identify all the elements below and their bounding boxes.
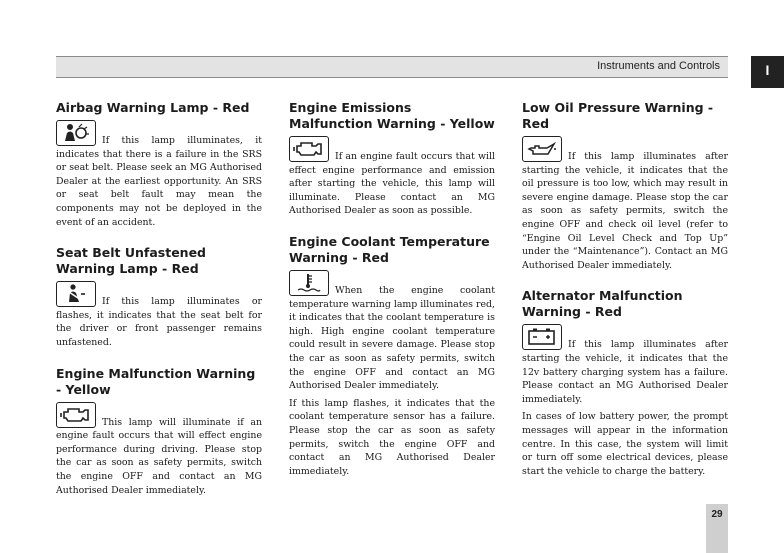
section-body-2: If this lamp flashes, it indicates that the coolant temperature sensor has a failure. Please stop the car as soon as safety permits, switch the engine OFF and contact an MG Authorised Dealer immediately. [289, 397, 495, 477]
column-1 [56, 100, 262, 513]
coolant-temperature-icon [289, 270, 329, 296]
section-seat-belt-warning [56, 245, 262, 349]
section-engine-malfunction [56, 366, 262, 498]
airbag-person-icon [56, 120, 96, 146]
section-title: Engine Coolant Temperature Warning - Red [289, 233, 490, 265]
section-title: Low Oil Pressure Warning - Red [522, 100, 714, 131]
chapter-tab-number: I [765, 62, 770, 78]
section-body-2: In cases of low battery power, the prompt messages will appear in the information centre. In this case, the system will limit or turn off some electrical devices, please start the vehicle to charge the battery. [522, 411, 728, 477]
engine-emissions-icon [289, 136, 329, 162]
section-alternator-malfunction [522, 288, 728, 478]
section-body: If this lamp illuminates or flashes, it indicates that the seat belt for the driver or front passenger remains unfastened. [56, 296, 262, 348]
page-header-bar [56, 56, 728, 78]
section-title: Seat Belt Unfastened Warning Lamp - Red [56, 245, 206, 277]
section-body: If an engine fault occurs that will effect engine performance and emission after starting the vehicle, this lamp will illuminate. Please contact an MG Authorised Dealer as soon as possible. [289, 151, 495, 217]
section-body: If this lamp illuminates after starting the vehicle, it indicates that the 12v battery charging system has a failure. Please contact an MG Authorised Dealer immediately. [522, 339, 728, 405]
oil-can-icon [522, 136, 562, 162]
section-low-oil-pressure [522, 100, 728, 272]
section-body: If this lamp illuminates after starting the vehicle, it indicates that the oil pressure is too low, which may result in severe engine damage. Please stop the car as soon as safety permits, switch the engine OFF and check oil level (refer to “Engine Oil Level Check and Top Up” under the “Maintenance”). Contact an MG Authorised Dealer immediately. [522, 151, 728, 271]
section-engine-emissions [289, 100, 495, 218]
section-body: When the engine coolant temperature warning lamp illuminates red, it indicates that the coolant temperature is high. High engine coolant temperature could result in severe damage. Please stop the car as soon as safety permits, switch the engine OFF and contact an MG Authorised Dealer immediately. [289, 284, 495, 392]
section-title: Alternator Malfunction Warning - Red [522, 288, 683, 320]
section-body: This lamp will illuminate if an engine fault occurs that will effect engine performance during driving. Please stop the car as soon as safety permits, switch the engine OFF and contact an MG Authorised Dealer immediately. [56, 416, 262, 496]
column-2 [289, 100, 495, 494]
section-airbag-warning [56, 100, 262, 229]
seat-belt-icon [56, 281, 96, 307]
page-number: 29 [711, 509, 723, 520]
section-engine-coolant [289, 234, 495, 478]
battery-icon [522, 324, 562, 350]
header-title: Instruments and Controls [597, 60, 720, 72]
section-title: Engine Emissions Malfunction Warning - Yellow [289, 100, 495, 131]
chapter-tab [751, 56, 784, 88]
section-body: If this lamp illuminates, it indicates that there is a failure in the SRS or seat belt. Please seek an MG Authorised Dealer at the earliest opportunity. An SRS or seat belt fault may mean the components may not be deployed in the event of an accident. [56, 135, 262, 228]
section-title: Engine Malfunction Warning - Yellow [56, 365, 256, 397]
section-title: Airbag Warning Lamp - Red [56, 100, 250, 115]
column-3 [522, 100, 728, 494]
engine-icon [56, 402, 96, 428]
